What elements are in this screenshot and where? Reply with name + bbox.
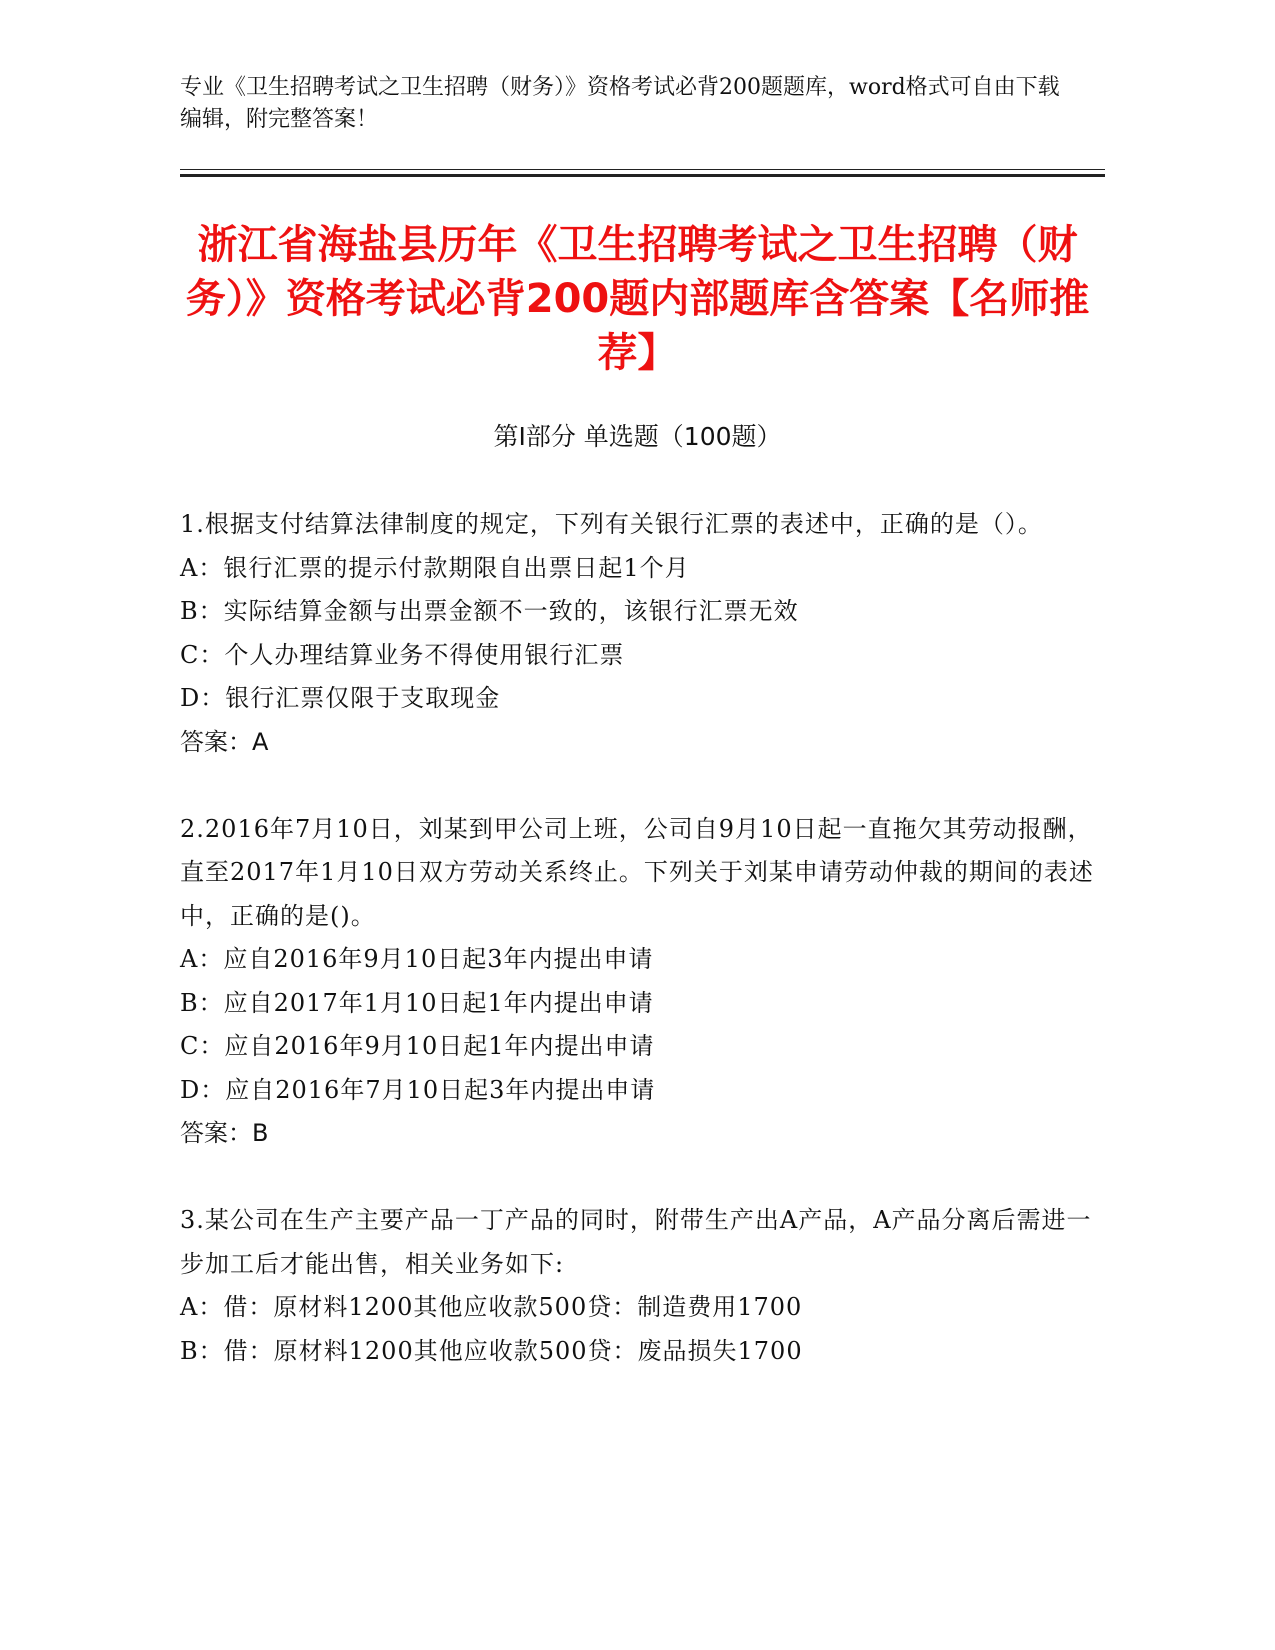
question-2 bbox=[180, 808, 1095, 1156]
answer-line: 答案：A bbox=[180, 727, 269, 756]
question-list bbox=[180, 503, 1095, 1417]
option-b: B：借：原材料1200其他应收款500贷：废品损失1700 bbox=[180, 1336, 803, 1365]
question-3 bbox=[180, 1199, 1095, 1373]
document-title: 浙江省海盐县历年《卫生招聘考试之卫生招聘（财务）》资格考试必背200题内部题库含答案【名师推荐】 bbox=[185, 222, 1090, 376]
option-a: A：借：原材料1200其他应收款500贷：制造费用1700 bbox=[180, 1293, 803, 1321]
header-note: 专业《卫生招聘考试之卫生招聘（财务）》资格考试必背200题题库，word格式可自由下载编辑，附完整答案！ bbox=[180, 75, 1060, 132]
option-b: B：应自2017年1月10日起1年内提出申请 bbox=[180, 988, 654, 1017]
option-d: D：应自2016年7月10日起3年内提出申请 bbox=[180, 1075, 656, 1104]
question-stem: 3.某公司在生产主要产品一丁产品的同时，附带生产出A产品，A产品分离后需进一步加工后才能出售，相关业务如下: bbox=[180, 1206, 1092, 1278]
question-stem: 2.2016年7月10日，刘某到甲公司上班，公司自9月10日起一直拖欠其劳动报酬，直至2017年1月10日双方劳动关系终止。下列关于刘某申请劳动仲裁的期间的表述中，正确的是()。 bbox=[180, 814, 1094, 930]
header-rule-thin bbox=[180, 169, 1105, 170]
option-a: A：应自2016年9月10日起3年内提出申请 bbox=[180, 945, 654, 973]
section-heading: 第Ⅰ部分 单选题（100题） bbox=[493, 422, 782, 451]
header-rule-thick bbox=[180, 174, 1105, 177]
question-stem: 1.根据支付结算法律制度的规定，下列有关银行汇票的表述中，正确的是（）。 bbox=[180, 510, 1043, 538]
option-b: B：实际结算金额与出票金额不一致的，该银行汇票无效 bbox=[180, 597, 799, 625]
option-c: C：应自2016年9月10日起1年内提出申请 bbox=[180, 1032, 655, 1060]
option-a: A：银行汇票的提示付款期限自出票日起1个月 bbox=[180, 553, 690, 582]
option-d: D：银行汇票仅限于支取现金 bbox=[180, 684, 501, 712]
question-1 bbox=[180, 503, 1095, 764]
answer-line: 答案：B bbox=[180, 1119, 269, 1147]
option-c: C：个人办理结算业务不得使用银行汇票 bbox=[180, 640, 625, 669]
